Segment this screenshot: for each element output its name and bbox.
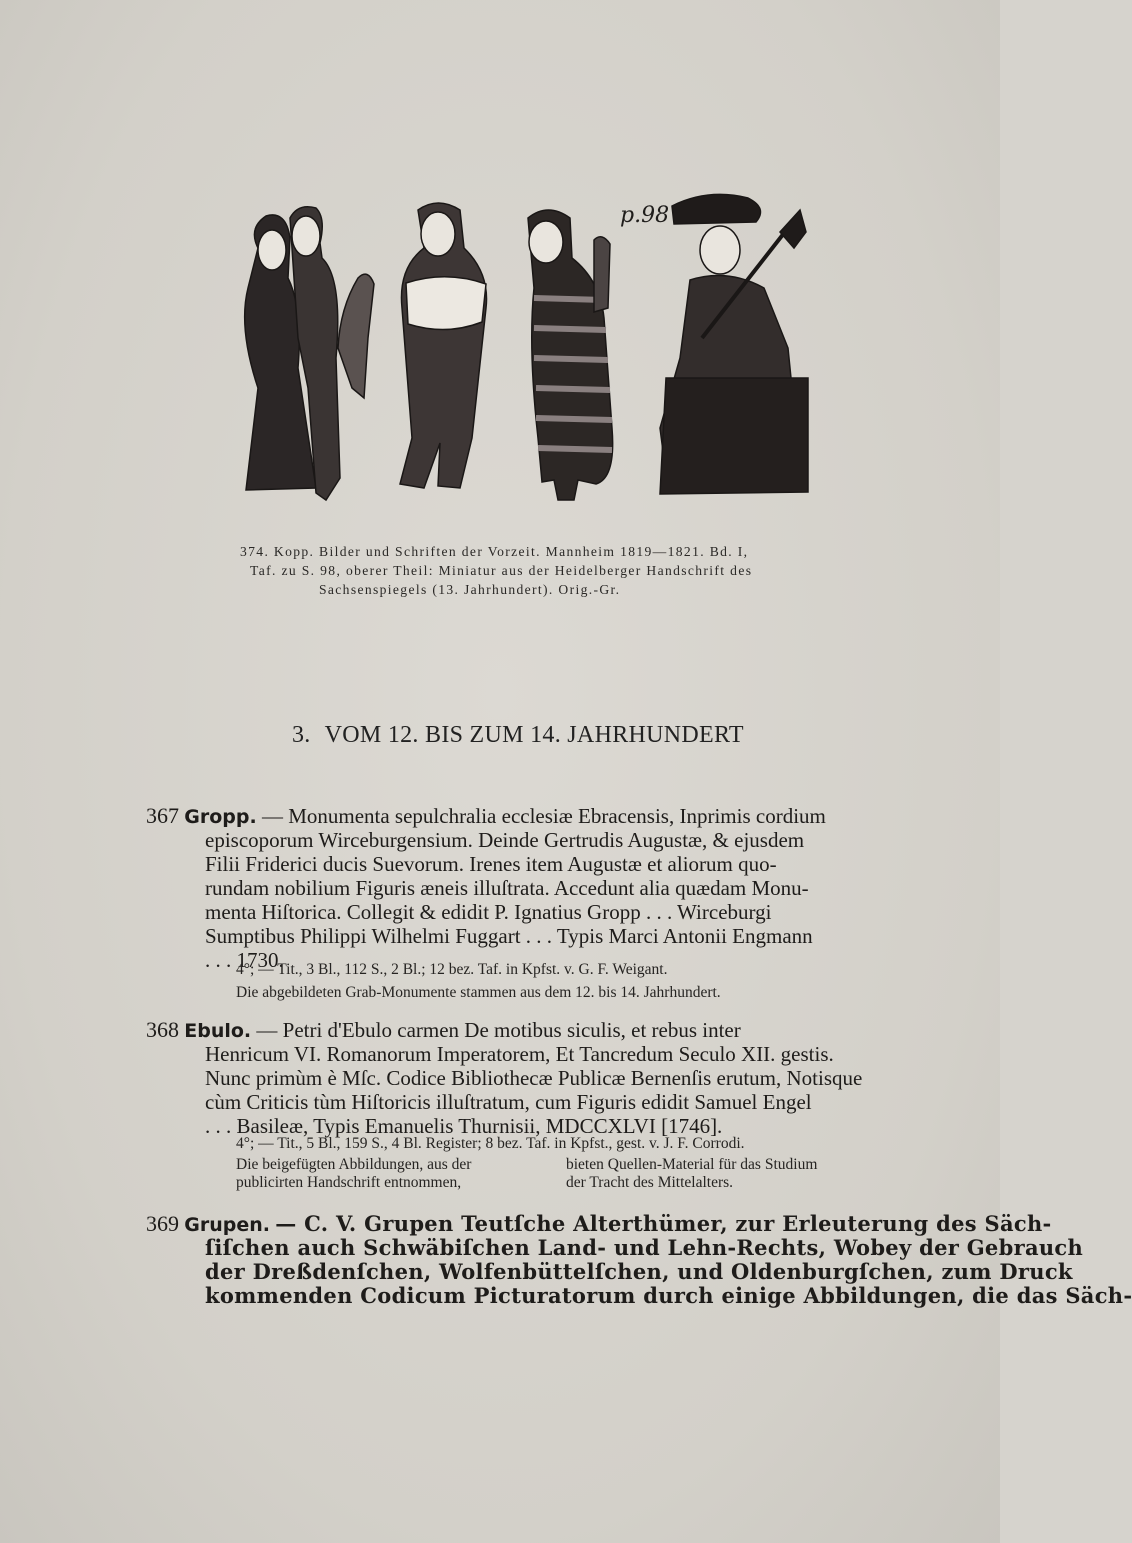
- figure-annotation: p.98: [620, 203, 670, 228]
- entry-collation: 4°; — Tit., 3 Bl., 112 S., 2 Bl.; 12 bez. Taf. in Kpfst. v. G. F. Weigant.: [236, 961, 668, 978]
- section-number: 3.: [292, 722, 311, 748]
- caption-line-3: Sachsenspiegels (13. Jahrhundert). Orig.-Gr.: [319, 582, 621, 597]
- caption-line-2: Taf. zu S. 98, oberer Theil: Miniatur aus der Heidelberger Handschrift des: [250, 563, 753, 578]
- entry-text-line: . . . Basileæ, Typis Emanuelis Thurnisii, MDCCXLVI [1746].: [205, 1114, 723, 1138]
- sachsenspiegel-miniature: [228, 188, 812, 518]
- section-title-text: VOM 12. BIS ZUM 14. JAHRHUNDERT: [324, 722, 744, 748]
- entry-number: 369: [146, 1211, 179, 1236]
- entry-text-line: der Dreßdenſchen, Wolfenbüttelſchen, und Oldenburgſchen, zum Druck: [205, 1259, 1073, 1284]
- entry-text-line: — Monumenta sepulchralia ecclesiæ Ebracensis, Inprimis cordium: [261, 804, 826, 828]
- entry-text-line: ſiſchen auch Schwäbiſchen Land- und Lehn-Rechts, Wobey der Gebrauch: [205, 1235, 1084, 1260]
- entry-author: Ebulo.: [184, 1020, 252, 1042]
- entry-text-line: Filii Friderici ducis Suevorum. Irenes item Augustæ et aliorum quo-: [205, 852, 777, 876]
- entry-author: Grupen.: [184, 1214, 270, 1236]
- entry-note-col2: der Tracht des Mittelalters.: [566, 1174, 734, 1191]
- entry-text-line: — Petri d'Ebulo carmen De motibus siculis, et rebus inter: [256, 1018, 741, 1042]
- entry-text-line: — C. V. Grupen Teutſche Alterthümer, zur Erleuterung des Säch-: [275, 1211, 1052, 1236]
- caption-line-1: 374. Kopp. Bilder und Schriften der Vorzeit. Mannheim 1819—1821. Bd. I,: [240, 544, 749, 559]
- entry-note: Die abgebildeten Grab-Monumente stammen aus dem 12. bis 14. Jahrhundert.: [236, 984, 721, 1001]
- entry-note-col2: bieten Quellen-Material für das Studium: [566, 1156, 818, 1173]
- entry-text-line: cùm Criticis tùm Hiſtoricis illuſtratum, cum Figuris edidit Samuel Engel: [205, 1090, 812, 1114]
- entry-text-line: . . . 1730.: [205, 948, 284, 972]
- section-heading: [292, 722, 792, 749]
- entry-text-line: Henricum VI. Romanorum Imperatorem, Et Tancredum Seculo XII. gestis.: [205, 1042, 834, 1066]
- entry-text-line: rundam nobilium Figuris æneis illuſtrata. Accedunt alia quædam Monu-: [205, 876, 809, 900]
- entry-note-col1: publicirten Handschrift entnommen,: [236, 1174, 462, 1191]
- entry-author: Gropp.: [184, 806, 257, 828]
- entry-note-col1: Die beigefügten Abbildungen, aus der: [236, 1156, 472, 1173]
- entry-number: 368: [146, 1017, 179, 1042]
- entry-number: 367: [146, 803, 179, 828]
- entry-text-line: menta Hiſtorica. Collegit & edidit P. Ignatius Gropp . . . Wirceburgi: [205, 900, 772, 924]
- entry-text-line: Nunc primùm è Mſc. Codice Bibliothecæ Publicæ Bernenſis erutum, Notisque: [205, 1066, 863, 1090]
- entry-text-line: episcoporum Wirceburgensium. Deinde Gertrudis Augustæ, & ejusdem: [205, 828, 805, 852]
- figure-caption: [240, 542, 840, 599]
- entry-collation: 4°; — Tit., 5 Bl., 159 S., 4 Bl. Register; 8 bez. Taf. in Kpfst., gest. v. J. F. Corrodi.: [236, 1135, 745, 1152]
- entry-text-line: Sumptibus Philippi Wilhelmi Fuggart . . . Typis Marci Antonii Engmann: [205, 924, 813, 948]
- entry-text-line: kommenden Codicum Picturatorum durch einige Abbildungen, die das Säch-: [205, 1283, 1132, 1308]
